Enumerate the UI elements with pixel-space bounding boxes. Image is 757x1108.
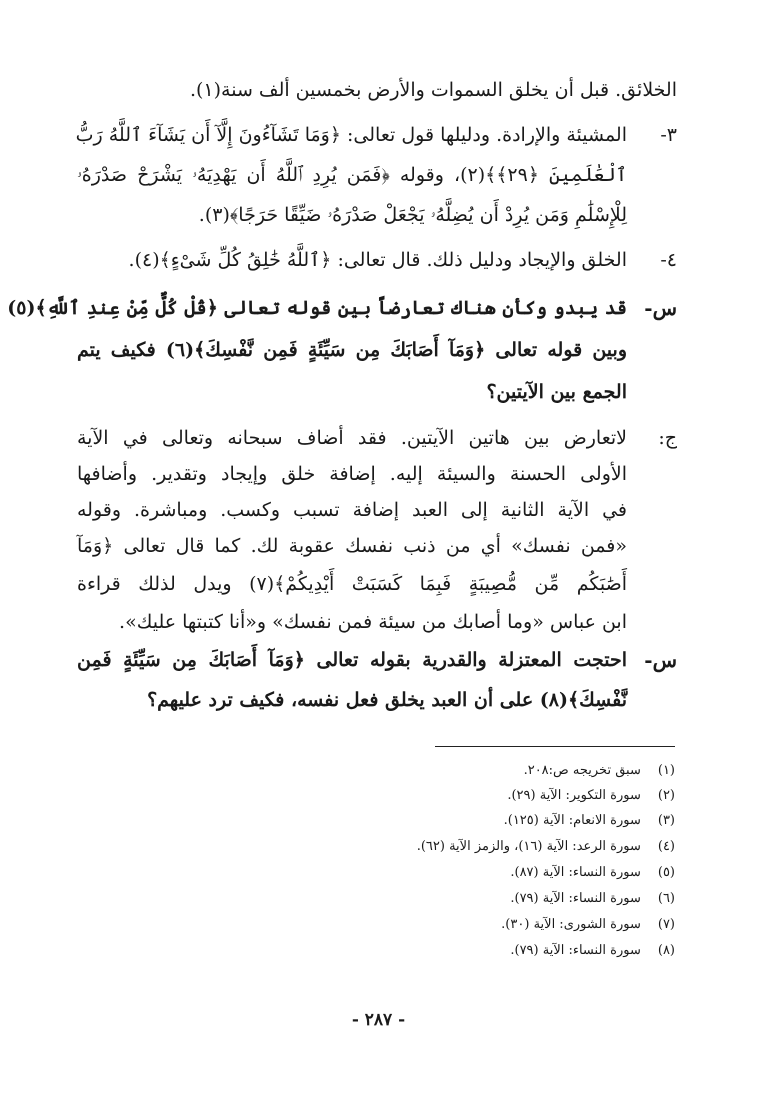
text-line: الجمع بين الآيتين؟ [486,381,627,403]
footnote-number: (٧) [657,917,675,932]
text-line: الخلق والإيجاد ودليل ذلك. قال تعالى: ﴿ٱللَّهُ خَٰلِقُ كُلِّ شَىْءٍ﴾(٤). [128,249,627,271]
footnote-3 [75,808,675,833]
footnote-number: (٢) [657,788,675,803]
answer-label: ج: [658,427,677,449]
footnote-5 [75,860,675,885]
page-number: - ٢٨٧ - [351,1010,406,1030]
footnote-text: سورة الانعام: الآية (١٢٥). [503,813,641,828]
footnote-4 [75,834,675,859]
footnote-number: (٥) [657,865,675,880]
footnote-1 [75,758,675,783]
text-line: ابن عباس «وما أصابك من سيئة فمن نفسك» و«أنا كتبتها عليك». [119,611,627,633]
footnote-text: سورة الشورى: الآية (٣٠). [501,917,641,932]
footnote-number: (١) [657,763,675,778]
question-1-label: س- [644,296,677,320]
answer-paragraph [77,418,677,658]
question-2-label: س- [644,648,677,672]
footnote-number: (٦) [657,891,675,906]
text-line: نَّفْسِكَ﴾(٨) على أن العبد يخلق فعل نفسه، فكيف ترد عليهم؟ [147,689,627,711]
text-line: ٱلْعَٰلَمِينَ ﴿٢٩﴾﴾(٢)، وقوله ﴿فَمَن يُرِدِ ٱللَّهُ أَن يَهْدِيَهُۥ يَشْرَحْ صَدْرَهُۥ [77,164,627,186]
item-3-paragraph [77,115,677,235]
footnote-text: سبق تخريجه ص:٢٠٨. [523,763,641,778]
footnote-number: (٤) [657,839,675,854]
footnote-8 [75,938,675,963]
question-1-paragraph [7,288,677,408]
footnote-text: سورة النساء: الآية (٧٩). [510,891,641,906]
item-3-label: ٣- [660,124,677,146]
footnote-2 [75,783,675,808]
footnote-text: سورة الرعد: الآية (١٦)، والزمز الآية (٦٢). [416,839,641,854]
text-line: احتجت المعتزلة والقدرية بقوله تعالى ﴿وَمَآ أَصَابَكَ مِن سَيِّئَةٍ فَمِن [77,649,627,671]
footnote-6 [75,886,675,911]
text-line: في الآية الثانية إلى العبد إضافة تسبب وكسب. ومباشرة. وقوله [77,499,627,521]
text-line: قد يبدو وكأن هناك تعارضاً بين قوله تعالى ﴿قُلْ كُلٌّ مِّنْ عِندِ ٱللَّهِ﴾(٥) [7,297,627,319]
footnote-7 [75,912,675,937]
footnote-separator [435,746,675,747]
question-2-paragraph [77,640,677,730]
footnote-number: (٣) [657,813,675,828]
text-line: لِلْإِسْلَٰمِ وَمَن يُرِدْ أَن يُضِلَّهُۥ يَجْعَلْ صَدْرَهُۥ ضَيِّقًا حَرَجًا﴾(٣). [198,204,627,226]
footnote-number: (٨) [657,943,675,958]
footnote-text: سورة التكوير: الآية (٢٩). [507,788,641,803]
footnote-text: سورة النساء: الآية (٨٧). [510,865,641,880]
text-line: لاتعارض بين هاتين الآيتين. فقد أضاف سبحانه وتعالى في الآية [77,427,627,449]
text-line: الخلائق. قبل أن يخلق السموات والأرض بخمسين ألف سنة(١). [189,79,677,101]
text-line: الأولى الحسنة والسيئة إليه. إضافة خلق وإيجاد وتقدير. وأضافها [77,463,627,485]
footnote-text: سورة النساء: الآية (٧٩). [510,943,641,958]
text-line: المشيئة والإرادة. ودليلها قول تعالى: ﴿وَمَا تَشَآءُونَ إِلَّآ أَن يَشَآءَ ٱللَّهُ رَبُّ [75,124,627,146]
item-4-label: ٤- [660,249,677,271]
text-line: «فمن نفسك» أي من ذنب نفسك عقوبة لك. كما قال تعالى ﴿وَمَآ [77,535,627,557]
text-line: أَصَٰبَكُم مِّن مُّصِيبَةٍ فَبِمَا كَسَبَتْ أَيْدِيكُمْ﴾(٧) ويدل لذلك قراءة [77,573,627,595]
text-line: وبين قوله تعالى ﴿وَمَآ أَصَابَكَ مِن سَيِّئَةٍ فَمِن نَّفْسِكَ﴾(٦) فكيف يتم [77,339,627,361]
